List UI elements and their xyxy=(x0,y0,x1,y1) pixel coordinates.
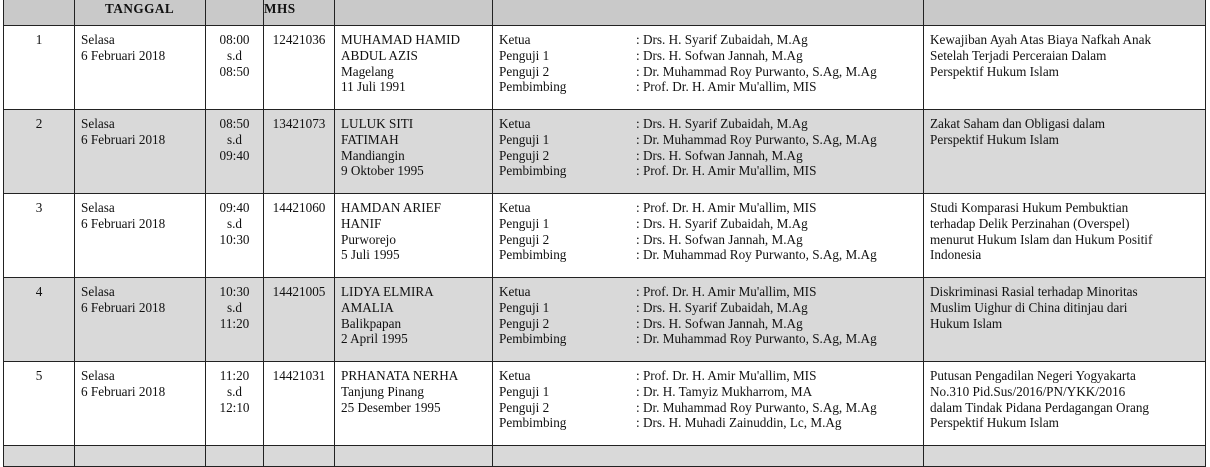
student-name-1: HAMDAN ARIEF xyxy=(341,200,442,215)
thesis-title-line: dalam Tindak Pidana Perdagangan Orang xyxy=(930,399,1150,415)
exam-date-text: 6 Februari 2018 xyxy=(81,215,166,231)
thesis-title-line: Perspektif Hukum Islam xyxy=(930,63,1059,79)
time-sd: s.d xyxy=(226,215,243,231)
examiner-name: : Dr. Muhammad Roy Purwanto, S.Ag, M.Ag xyxy=(636,63,877,79)
header-penguji xyxy=(493,0,924,26)
thesis-title-line: Perspektif Hukum Islam xyxy=(930,131,1059,147)
student-id: 12421036 xyxy=(264,26,335,110)
examiner-line xyxy=(499,384,923,400)
student-id: 13421073 xyxy=(264,110,335,194)
thesis-title-line: menurut Hukum Islam dan Hukum Positif xyxy=(930,231,1153,247)
exam-date-text: 6 Februari 2018 xyxy=(81,299,166,315)
thesis-title-line: terhadap Delik Perzinahan (Overspel) xyxy=(930,215,1130,231)
examiner-role: Ketua xyxy=(499,284,531,299)
birth-date: 11 Juli 1991 xyxy=(341,79,406,95)
birth-date: 2 April 1995 xyxy=(341,331,408,347)
examiner-name: : Dr. Muhammad Roy Purwanto, S.Ag, M.Ag xyxy=(636,399,877,415)
student-id: 14421060 xyxy=(264,194,335,278)
birth-date: 5 Juli 1995 xyxy=(341,247,400,263)
birth-place: 25 Desember 1995 xyxy=(341,399,441,415)
examiners xyxy=(493,194,924,278)
time-start: 10:30 xyxy=(219,284,250,299)
birth-place: Mandiangin xyxy=(341,147,405,163)
thesis-title-line: Indonesia xyxy=(930,247,982,263)
examiner-name: : Drs. H. Sofwan Jannah, M.Ag xyxy=(636,231,803,247)
exam-time xyxy=(206,26,264,110)
student-name-2: ABDUL AZIS xyxy=(341,47,418,63)
examiner-role: Penguji 1 xyxy=(499,215,550,231)
student-id: 14421005 xyxy=(264,278,335,362)
examiner-line xyxy=(499,331,923,347)
table-row xyxy=(4,362,1206,446)
examiner-name: : Dr. Muhammad Roy Purwanto, S.Ag, M.Ag xyxy=(636,247,877,263)
examiner-role: Penguji 1 xyxy=(499,299,550,315)
header-tanggal: TANGGAL xyxy=(75,0,206,26)
thesis-title-line: Muslim Uighur di China ditinjau dari xyxy=(930,299,1128,315)
thesis-title xyxy=(924,194,1206,278)
time-start: 08:00 xyxy=(219,32,250,47)
student-info xyxy=(335,194,493,278)
exam-date xyxy=(75,194,206,278)
birth-date: 9 Oktober 1995 xyxy=(341,163,424,179)
thesis-title-line: Setelah Terjadi Perceraian Dalam xyxy=(930,47,1107,63)
examiner-line xyxy=(499,163,923,179)
examiner-name: : Dr. Muhammad Roy Purwanto, S.Ag, M.Ag xyxy=(636,131,877,147)
examiner-name: : Drs. H. Sofwan Jannah, M.Ag xyxy=(636,47,803,63)
exam-day: Selasa xyxy=(81,116,115,131)
examiner-line xyxy=(499,148,923,164)
examiner-name: : Prof. Dr. H. Amir Mu'allim, MIS xyxy=(636,79,817,95)
header-no xyxy=(4,0,75,26)
table-row xyxy=(4,110,1206,194)
examiner-line xyxy=(499,284,923,300)
examiners xyxy=(493,278,924,362)
examiner-name: : Drs. H. Muhadi Zainuddin, Lc, M.Ag xyxy=(636,415,842,431)
thesis-title xyxy=(924,110,1206,194)
examiner-role: Pembimbing xyxy=(499,163,567,179)
examiner-name: : Drs. H. Sofwan Jannah, M.Ag xyxy=(636,147,803,163)
examiner-line xyxy=(499,116,923,132)
exam-date xyxy=(75,110,206,194)
examiner-role: Penguji 2 xyxy=(499,231,550,247)
exam-date xyxy=(75,26,206,110)
exam-schedule-table xyxy=(3,0,1206,467)
thesis-title-line: Hukum Islam xyxy=(930,315,1003,331)
exam-time xyxy=(206,110,264,194)
row-number: 5 xyxy=(4,362,75,446)
examiner-role: Pembimbing xyxy=(499,79,567,95)
examiner-role: Penguji 2 xyxy=(499,63,550,79)
student-name-2: FATIMAH xyxy=(341,131,399,147)
examiner-line xyxy=(499,32,923,48)
examiner-role: Pembimbing xyxy=(499,331,567,347)
examiner-line xyxy=(499,400,923,416)
table-row xyxy=(4,26,1206,110)
exam-date xyxy=(75,362,206,446)
examiner-line xyxy=(499,132,923,148)
student-info xyxy=(335,110,493,194)
examiner-line xyxy=(499,232,923,248)
examiner-name: : Drs. H. Syarif Zubaidah, M.Ag xyxy=(636,299,808,315)
time-start: 08:50 xyxy=(219,116,250,131)
thesis-title-line: Putusan Pengadilan Negeri Yogyakarta xyxy=(930,368,1136,383)
exam-day: Selasa xyxy=(81,368,115,383)
examiner-name: : Prof. Dr. H. Amir Mu'allim, MIS xyxy=(636,163,817,179)
birth-place: Balikpapan xyxy=(341,315,402,331)
thesis-title-line: No.310 Pid.Sus/2016/PN/YKK/2016 xyxy=(930,383,1126,399)
row-number: 4 xyxy=(4,278,75,362)
student-name-2: AMALIA xyxy=(341,299,394,315)
time-end: 09:40 xyxy=(219,147,250,163)
exam-date-text: 6 Februari 2018 xyxy=(81,131,166,147)
time-sd: s.d xyxy=(226,47,243,63)
examiner-line xyxy=(499,48,923,64)
exam-day: Selasa xyxy=(81,200,115,215)
exam-time xyxy=(206,194,264,278)
time-sd: s.d xyxy=(226,131,243,147)
table-header xyxy=(4,0,1206,26)
time-start: 09:40 xyxy=(219,200,250,215)
thesis-title-line: Studi Komparasi Hukum Pembuktian xyxy=(930,200,1129,215)
student-name-1: LIDYA ELMIRA xyxy=(341,284,434,299)
examiner-name: : Prof. Dr. H. Amir Mu'allim, MIS xyxy=(636,368,817,383)
examiner-name: : Prof. Dr. H. Amir Mu'allim, MIS xyxy=(636,200,817,215)
birth-place: Purworejo xyxy=(341,231,396,247)
student-name-2: HANIF xyxy=(341,215,382,231)
examiner-line xyxy=(499,415,923,431)
time-sd: s.d xyxy=(226,299,243,315)
header-mhs: MHS xyxy=(264,0,335,26)
examiner-role: Pembimbing xyxy=(499,415,567,431)
examiner-role: Penguji 1 xyxy=(499,131,550,147)
time-sd: s.d xyxy=(226,383,243,399)
row-number: 3 xyxy=(4,194,75,278)
examiner-role: Ketua xyxy=(499,116,531,131)
time-end: 08:50 xyxy=(219,63,250,79)
examiner-name: : Drs. H. Sofwan Jannah, M.Ag xyxy=(636,315,803,331)
table-row xyxy=(4,194,1206,278)
examiner-line xyxy=(499,247,923,263)
table-row xyxy=(4,278,1206,362)
header-nama xyxy=(335,0,493,26)
examiner-role: Pembimbing xyxy=(499,247,567,263)
examiner-role: Ketua xyxy=(499,368,531,383)
examiner-line xyxy=(499,216,923,232)
exam-day: Selasa xyxy=(81,284,115,299)
thesis-title-line: Diskriminasi Rasial terhadap Minoritas xyxy=(930,284,1138,299)
thesis-title-line: Zakat Saham dan Obligasi dalam xyxy=(930,116,1106,131)
header-judul xyxy=(924,0,1206,26)
student-info xyxy=(335,278,493,362)
examiner-role: Penguji 1 xyxy=(499,47,550,63)
time-start: 11:20 xyxy=(219,368,250,383)
examiner-role: Penguji 2 xyxy=(499,315,550,331)
student-name-1: PRHANATA NERHA xyxy=(341,368,459,383)
examiner-line xyxy=(499,316,923,332)
examiner-name: : Drs. H. Syarif Zubaidah, M.Ag xyxy=(636,32,808,47)
examiner-role: Ketua xyxy=(499,32,531,47)
student-name-2: Tanjung Pinang xyxy=(341,383,424,399)
exam-day: Selasa xyxy=(81,32,115,47)
examiners xyxy=(493,26,924,110)
examiner-line xyxy=(499,64,923,80)
examiners xyxy=(493,362,924,446)
examiner-role: Penguji 2 xyxy=(499,399,550,415)
examiner-name: : Dr. Muhammad Roy Purwanto, S.Ag, M.Ag xyxy=(636,331,877,347)
examiner-role: Penguji 2 xyxy=(499,147,550,163)
time-end: 12:10 xyxy=(219,399,250,415)
birth-place: Magelang xyxy=(341,63,394,79)
student-name-1: LULUK SITI xyxy=(341,116,414,131)
student-info xyxy=(335,362,493,446)
thesis-title xyxy=(924,362,1206,446)
row-number: 2 xyxy=(4,110,75,194)
examiner-role: Ketua xyxy=(499,200,531,215)
exam-time xyxy=(206,362,264,446)
time-end: 11:20 xyxy=(219,315,250,331)
exam-date-text: 6 Februari 2018 xyxy=(81,47,166,63)
thesis-title-line: Kewajiban Ayah Atas Biaya Nafkah Anak xyxy=(930,32,1152,47)
examiner-name: : Prof. Dr. H. Amir Mu'allim, MIS xyxy=(636,284,817,299)
student-info xyxy=(335,26,493,110)
exam-time xyxy=(206,278,264,362)
thesis-title xyxy=(924,26,1206,110)
header-jam xyxy=(206,0,264,26)
examiner-name: : Dr. H. Tamyiz Mukharrom, MA xyxy=(636,383,813,399)
examiner-line xyxy=(499,300,923,316)
student-name-1: MUHAMAD HAMID xyxy=(341,32,461,47)
examiner-line xyxy=(499,368,923,384)
examiners xyxy=(493,110,924,194)
table-row-next xyxy=(4,446,1206,467)
student-id: 14421031 xyxy=(264,362,335,446)
examiner-name: : Drs. H. Syarif Zubaidah, M.Ag xyxy=(636,116,808,131)
thesis-title-line: Perspektif Hukum Islam xyxy=(930,415,1059,431)
examiner-line xyxy=(499,200,923,216)
examiner-name: : Drs. H. Syarif Zubaidah, M.Ag xyxy=(636,215,808,231)
exam-date xyxy=(75,278,206,362)
examiner-line xyxy=(499,79,923,95)
thesis-title xyxy=(924,278,1206,362)
exam-date-text: 6 Februari 2018 xyxy=(81,383,166,399)
time-end: 10:30 xyxy=(219,231,250,247)
row-number: 1 xyxy=(4,26,75,110)
examiner-role: Penguji 1 xyxy=(499,383,550,399)
